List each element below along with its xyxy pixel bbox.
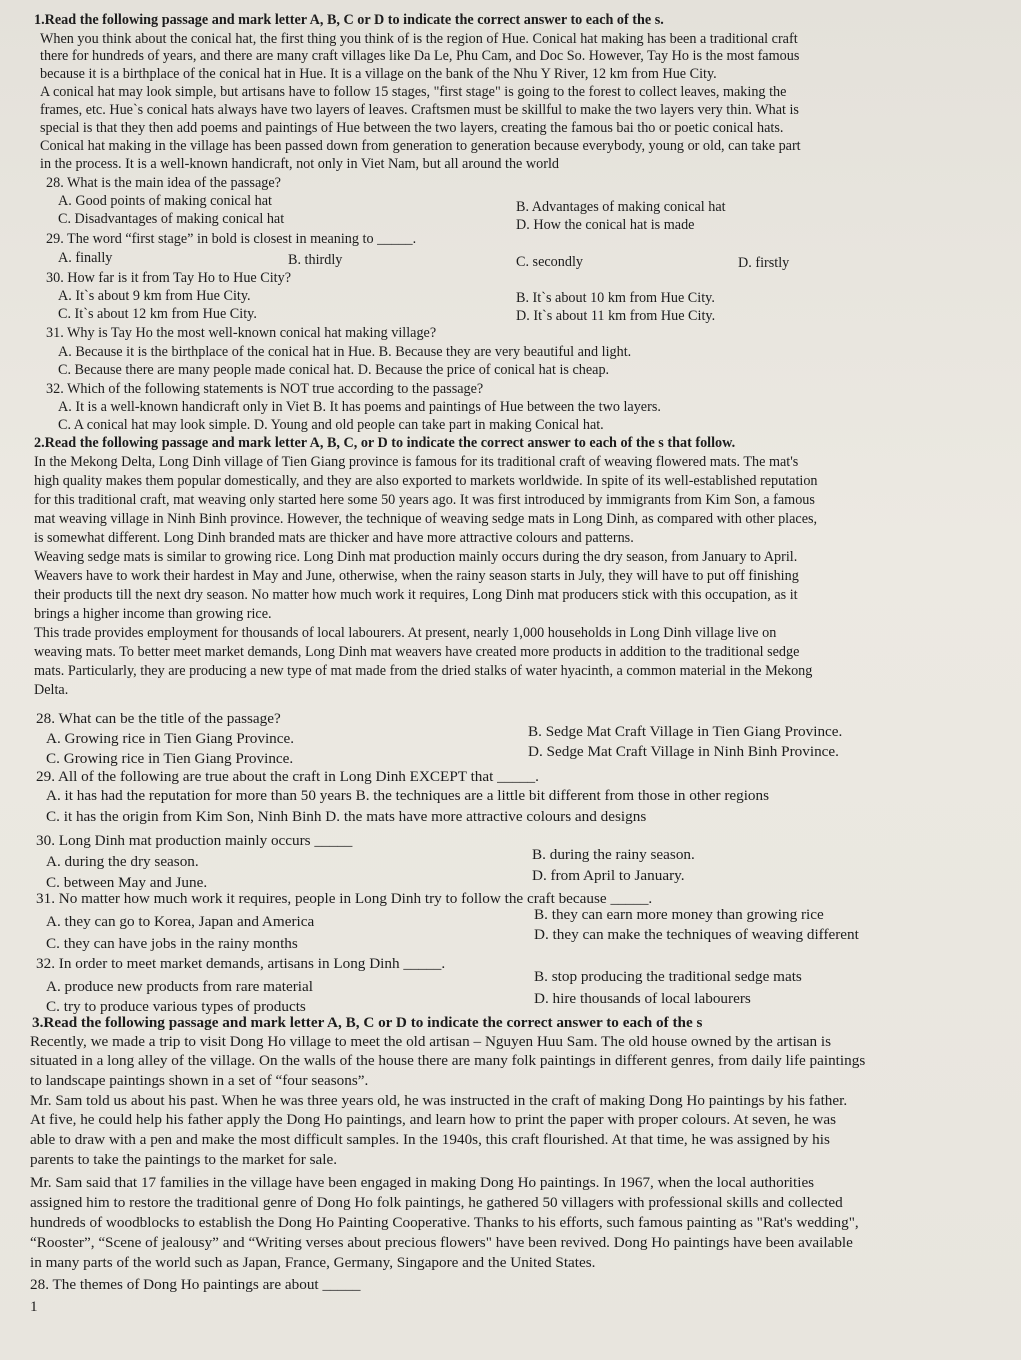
option-b: B. Sedge Mat Craft Village in Tien Giang Province. [528,723,843,740]
option-c: C. try to produce various types of products [46,998,306,1015]
passage-line: for this traditional craft, mat weaving only started here some 50 years ago. It was first introduced by immigrants from Kim Son, a famous [34,492,815,508]
option-b: B. stop producing the traditional sedge mats [534,968,802,985]
option-a: A. It`s about 9 km from Hue City. [58,288,251,304]
option-b: B. It`s about 10 km from Hue City. [516,290,715,306]
passage-line: assigned him to restore the traditional genre of Dong Ho folk paintings, he gathered 50 villagers with professional skills and collected [30,1194,843,1211]
passage-line: special is that they then add poems and paintings of Hue between the two layers, creating the famous bai tho or poetic conical hats. [40,120,784,136]
question-32: 32. Which of the following statements is NOT true according to the passage? [46,381,484,397]
question-30: 30. How far is it from Tay Ho to Hue City? [46,270,292,286]
passage-line: there for hundreds of years, and there are many craft villages like Da Le, Phu Cam, and Doc So. However, Tay Ho is the most famous [40,48,800,64]
option-b: B. Advantages of making conical hat [516,199,726,215]
passage-line: Weavers have to work their hardest in May and June, otherwise, when the rainy season starts in July, they will have to put off finishing [34,568,799,584]
option-b: B. during the rainy season. [532,846,695,863]
option-c: C. It`s about 12 km from Hue City. [58,306,257,322]
passage-line: This trade provides employment for thousands of local labourers. At present, nearly 1,000 households in Long Dinh village live on [34,625,777,641]
passage-line: situated in a long alley of the village. On the walls of the house there are many folk paintings in different genres, from daily life paintings [30,1052,866,1069]
passage-line: in the process. It is a well-known handicraft, not only in Viet Nam, but all around the world [40,156,559,172]
passage-line: brings a higher income than growing rice. [34,606,272,622]
option-c: C. they can have jobs in the rainy months [46,935,298,952]
question-28: 28. What can be the title of the passage? [36,710,281,727]
option-d: D. firstly [738,255,790,271]
option-cd: C. A conical hat may look simple. D. Young and old people can take part in making Conical hat. [58,417,604,433]
passage-line: At five, he could help his father apply the Dong Ho paintings, and learn how to print the paper with proper colours. At seven, he was [30,1111,837,1128]
passage-line: Mr. Sam said that 17 families in the village have been engaged in making Dong Ho paintings. In 1967, when the local authorities [30,1174,815,1191]
passage-line: because it is a birthplace of the conical hat in Hue. It is a village on the bank of the Nhu Y River, 12 km from Hue City. [40,66,717,82]
option-c: C. between May and June. [46,874,208,891]
question-29: 29. The word “first stage” in bold is closest in meaning to _____. [46,231,417,247]
option-c: C. Disadvantages of making conical hat [58,211,285,227]
option-cd: C. Because there are many people made conical hat. D. Because the price of conical hat is cheap. [58,362,610,378]
option-cd: C. it has the origin from Kim Son, Ninh Binh D. the mats have more attractive colours and designs [46,808,647,825]
option-d: D. Sedge Mat Craft Village in Ninh Binh Province. [528,743,839,760]
passage-line: A conical hat may look simple, but artisans have to follow 15 stages, "first stage" is going to the forest to collect leaves, making the [40,84,787,100]
option-d: D. hire thousands of local labourers [534,990,751,1007]
passage-line: When you think about the conical hat, the first thing you think of is the region of Hue. Conical hat making has been a traditional craft [40,31,798,47]
question-31: 31. Why is Tay Ho the most well-known conical hat making village? [46,325,437,341]
option-b: B. they can earn more money than growing rice [534,906,824,923]
question-31: 31. No matter how much work it requires, people in Long Dinh try to follow the craft because _____. [36,890,653,907]
passage-line: able to draw with a pen and make the most difficult samples. In the 1940s, this craft flourished. At that time, he was assigned by his [30,1131,830,1148]
option-ab: A. Because it is the birthplace of the conical hat in Hue. B. Because they are very beautiful and light. [58,344,632,360]
question-29: 29. All of the following are true about the craft in Long Dinh EXCEPT that _____. [36,768,539,785]
question-28: 28. What is the main idea of the passage? [46,175,281,191]
passage-line: hundreds of woodblocks to establish the Dong Ho Painting Cooperative. Thanks to his efforts, such famous painting as "Rat's wedding", [30,1214,859,1231]
section-1-heading: 1.Read the following passage and mark letter A, B, C or D to indicate the correct answer to each of the s. [34,12,664,28]
option-ab: A. It is a well-known handicraft only in Viet B. It has poems and paintings of Hue between the two layers. [58,399,661,415]
passage-line: Delta. [34,682,69,698]
passage-line: high quality makes them popular domestically, and they are also exported to markets worldwide. In spite of its well-established reputation [34,473,818,489]
passage-line: Mr. Sam told us about his past. When he was three years old, he was instructed in the craft of making Dong Ho paintings by his father. [30,1092,848,1109]
passage-line: Weaving sedge mats is similar to growing rice. Long Dinh mat production mainly occurs during the dry season, from January to April. [34,549,798,565]
question-28: 1 [30,1298,38,1315]
option-a: A. Good points of making conical hat [58,193,272,209]
question-30: 30. Long Dinh mat production mainly occurs _____ [36,832,353,849]
passage-line: frames, etc. Hue`s conical hats always have two layers of leaves. Craftsmen must be skillful to make the two layers very thin. What is [40,102,799,118]
passage-line: in many parts of the world such as Japan, France, Germany, Singapore and the United States. [30,1254,596,1271]
section-3-heading: 3.Read the following passage and mark letter A, B, C or D to indicate the correct answer to each of the s [32,1014,703,1031]
passage-line: Conical hat making in the village has been passed down from generation to generation because everybody, young or old, can take part [40,138,801,154]
option-a: A. they can go to Korea, Japan and America [46,913,315,930]
passage-line: mats. Particularly, they are producing a new type of mat made from the dried stalks of water hyacinth, a common material in the Mekong [34,663,813,679]
section-2-heading: 2.Read the following passage and mark letter A, B, C, or D to indicate the correct answer to each of the s that follow. [34,435,736,451]
option-c: C. Growing rice in Tien Giang Province. [46,750,294,767]
option-a: A. during the dry season. [46,853,199,870]
passage-line: to landscape paintings shown in a set of “four seasons”. [30,1072,369,1089]
option-c: C. secondly [516,254,583,270]
passage-line: parents to take the paintings to the market for sale. [30,1151,338,1168]
passage-line: “Rooster”, “Scene of jealousy” and “Writing verses about precious flowers" have been revived. Dong Ho paintings have been available [30,1234,853,1251]
option-a: A. finally [58,250,113,266]
option-d: D. How the conical hat is made [516,217,695,233]
passage-line: In the Mekong Delta, Long Dinh village of Tien Giang province is famous for its traditional craft of weaving flowered mats. The mat's [34,454,799,470]
passage-line: weaving mats. To better meet market demands, Long Dinh mat weavers have created more products in addition to the traditional sedge [34,644,800,660]
option-d: D. from April to January. [532,867,685,884]
option-b: B. thirdly [288,252,343,268]
option-d: D. they can make the techniques of weaving different [534,926,859,943]
option-d: D. It`s about 11 km from Hue City. [516,308,716,324]
option-ab: A. it has had the reputation for more than 50 years B. the techniques are a little bit different from those in other regions [46,787,770,804]
passage-line: is somewhat different. Long Dinh branded mats are thicker and have more attractive colours and patterns. [34,530,634,546]
question-32: 32. In order to meet market demands, artisans in Long Dinh _____. [36,955,446,972]
passage-line: their products till the next dry season. No matter how much work it requires, Long Dinh mat producers stick with this occupation, as it [34,587,798,603]
option-a: A. Growing rice in Tien Giang Province. [46,730,295,747]
option-a: A. produce new products from rare material [46,978,313,995]
passage-line: 28. The themes of Dong Ho paintings are about _____ [30,1276,361,1293]
passage-line: mat weaving village in Ninh Binh province. However, the technique of weaving sedge mats in Long Dinh, as compared with other places, [34,511,818,527]
passage-line: Recently, we made a trip to visit Dong Ho village to meet the old artisan – Nguyen Huu Sam. The old house owned by the artisan is [30,1033,831,1050]
